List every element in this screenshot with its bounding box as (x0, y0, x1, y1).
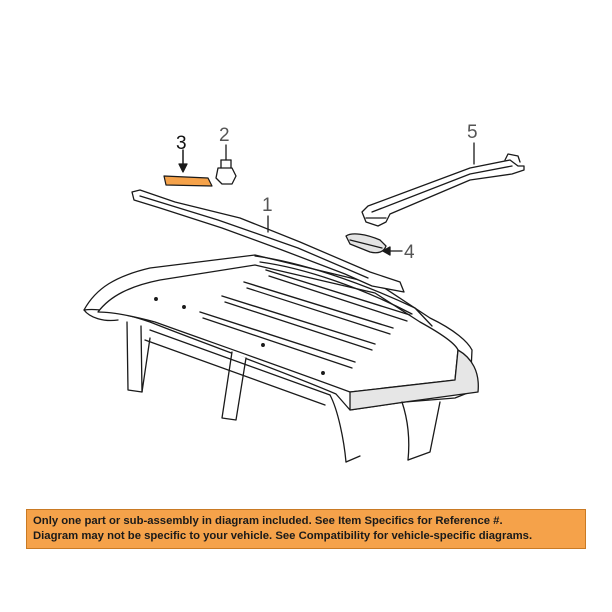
highlighted-part-3 (164, 176, 212, 186)
end-cover-part (346, 234, 386, 253)
callout-number-1: 1 (262, 195, 273, 216)
callout-number-5: 5 (467, 122, 478, 143)
callout-number-2: 2 (219, 125, 230, 146)
nut-part (216, 160, 236, 184)
crossbar-part (362, 154, 524, 226)
notice-line-2: Diagram may not be specific to your vehicle. See Compatibility for vehicle-specific diagrams. (33, 530, 533, 542)
callout-number-4: 4 (404, 242, 415, 263)
vehicle-roof-illustration (84, 255, 478, 462)
callout-3-arrow-head (179, 164, 187, 172)
callout-number-3: 3 (176, 133, 187, 154)
compatibility-notice-banner (26, 509, 586, 549)
notice-line-1: Only one part or sub-assembly in diagram included. See Item Specifics for Reference #. (33, 515, 503, 527)
